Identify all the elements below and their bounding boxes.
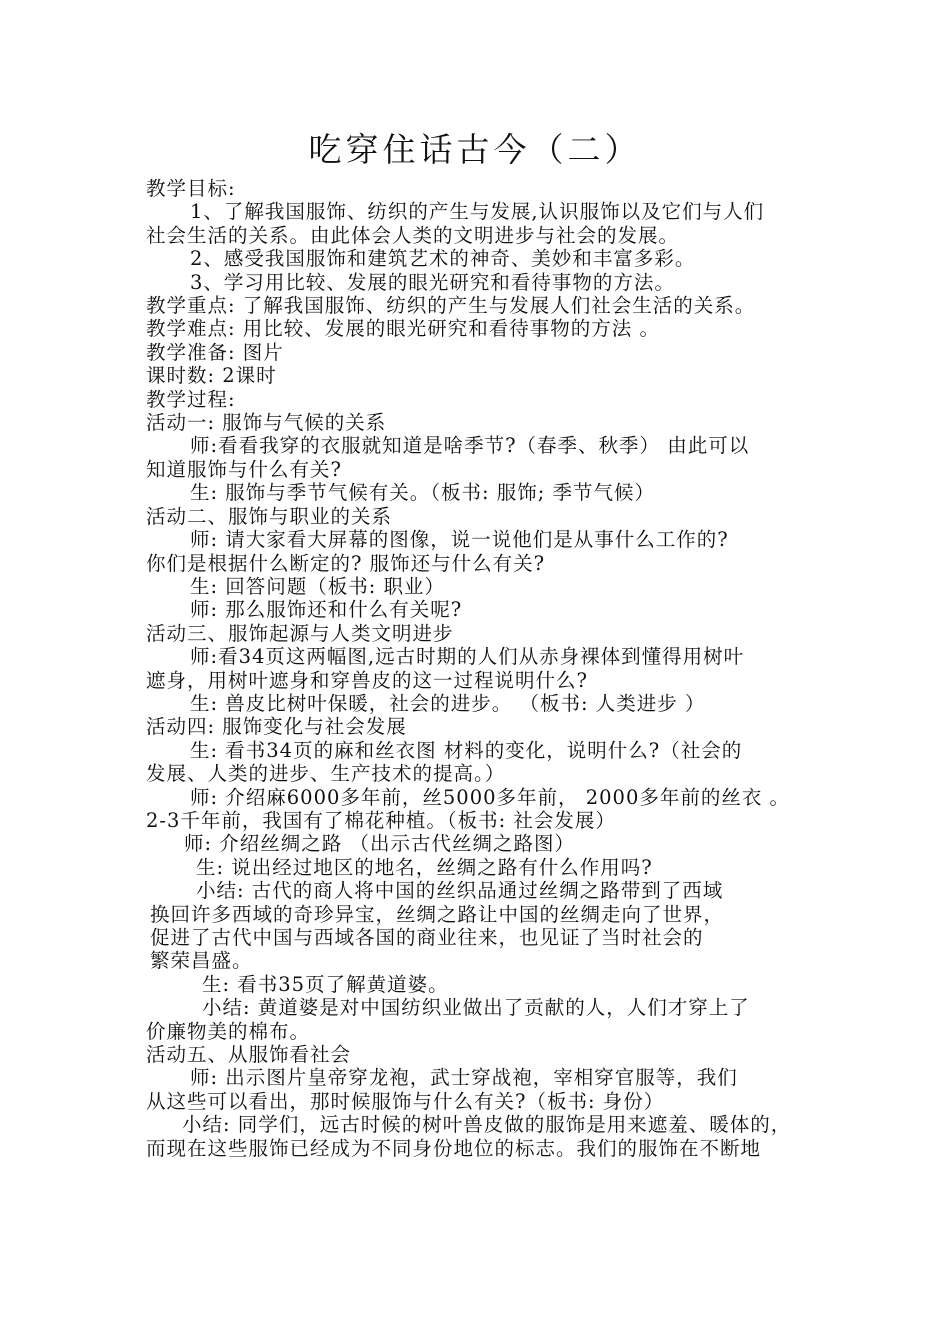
activity-heading: 活动五、从服饰看社会	[146, 1043, 352, 1067]
paragraph-line: 师: 那么服饰还和什么有关呢?	[190, 598, 463, 622]
paragraph-line: 生: 看书34页的麻和丝衣图 材料的变化，说明什么?（社会的	[190, 738, 743, 762]
paragraph-line: 小结: 古代的商人将中国的丝织品通过丝绸之路带到了西域	[196, 879, 724, 903]
activity-heading: 活动三、服饰起源与人类文明进步	[146, 621, 454, 645]
paragraph-line: 教学重点: 了解我国服饰、纺织的产生与发展人们社会生活的关系。	[146, 294, 756, 318]
paragraph-line: 换回许多西域的奇珍异宝，丝绸之路让中国的丝绸走向了世界，	[150, 902, 725, 926]
paragraph-line: 师: 请大家看大屏幕的图像，说一说他们是从事什么工作的?	[190, 528, 729, 552]
paragraph-line: 小结: 黄道婆是对中国纺织业做出了贡献的人，人们才穿上了	[202, 996, 750, 1020]
paragraph-line: 1、了解我国服饰、纺织的产生与发展,认识服饰以及它们与人们	[190, 200, 765, 224]
paragraph-line: 2、感受我国服饰和建筑艺术的神奇、美妙和丰富多彩。	[190, 247, 696, 271]
paragraph-line: 社会生活的关系。由此体会人类的文明进步与社会的发展。	[146, 223, 680, 247]
paragraph-line: 遮身，用树叶遮身和穿兽皮的这一过程说明什么?	[146, 668, 588, 692]
paragraph-line: 师: 介绍丝绸之路 （出示古代丝绸之路图）	[184, 832, 575, 856]
paragraph-line: 生: 看书35页了解黄道婆。	[202, 972, 449, 996]
paragraph-line: 课时数: 2课时	[146, 364, 277, 388]
document-title: 吃穿住话古今（二）	[308, 130, 642, 169]
paragraph-line: 发展、人类的进步、生产技术的提高。）	[146, 762, 506, 786]
paragraph-line: 师:看看我穿的衣服就知道是啥季节?（春季、秋季） 由此可以	[190, 434, 750, 458]
paragraph-line: 价廉物美的棉布。	[146, 1019, 311, 1043]
paragraph-line: 繁荣昌盛。	[150, 949, 253, 973]
paragraph-line: 生: 兽皮比树叶保暖，社会的进步。 （板书: 人类进步 ）	[190, 691, 706, 715]
paragraph-line: 师: 出示图片皇帝穿龙袍，武士穿战袍，宰相穿官服等，我们	[190, 1066, 738, 1090]
paragraph-line: 知道服饰与什么有关?	[146, 457, 342, 481]
paragraph-line: 小结: 同学们，远古时候的树叶兽皮做的服饰是用来遮羞、暖体的，	[182, 1113, 792, 1137]
activity-heading: 活动二、服饰与职业的关系	[146, 504, 393, 528]
activity-heading: 活动四: 服饰变化与社会发展	[146, 715, 407, 739]
paragraph-line: 促进了古代中国与西域各国的商业往来，也见证了当时社会的	[150, 926, 704, 949]
paragraph-line: 教学难点: 用比较、发展的眼光研究和看待事物的方法 。	[146, 317, 660, 341]
paragraph-line: 师:看34页这两幅图,远古时期的人们从赤身裸体到懂得用树叶	[190, 645, 745, 669]
paragraph-line: 生: 回答问题（板书: 职业）	[190, 574, 446, 598]
document-body	[146, 177, 826, 1160]
paragraph-line: 生: 服饰与季节气候有关。（板书: 服饰; 季节气候）	[190, 481, 656, 505]
paragraph-line: 你们是根据什么断定的? 服饰还与什么有关?	[146, 551, 546, 575]
activity-heading: 活动一: 服饰与气候的关系	[146, 411, 387, 435]
paragraph-line: 生: 说出经过地区的地名，丝绸之路有什么作用吗?	[196, 855, 653, 879]
section-heading: 教学过程:	[146, 387, 236, 411]
paragraph-line: 而现在这些服饰已经成为不同身份地位的标志。我们的服饰在不断地	[146, 1136, 762, 1160]
paragraph-line: 师: 介绍麻6000多年前，丝5000多年前， 2000多年前的丝衣 。	[190, 785, 791, 809]
paragraph-line: 教学准备: 图片	[146, 340, 284, 364]
paragraph-line: 2-3千年前，我国有了棉花种植。（板书: 社会发展）	[146, 808, 616, 832]
paragraph-line: 3、学习用比较、发展的眼光研究和看待事物的方法。	[190, 270, 675, 294]
section-heading: 教学目标:	[146, 177, 236, 200]
paragraph-line: 从这些可以看出，那时候服饰与什么有关?（板书: 身份）	[146, 1089, 665, 1113]
